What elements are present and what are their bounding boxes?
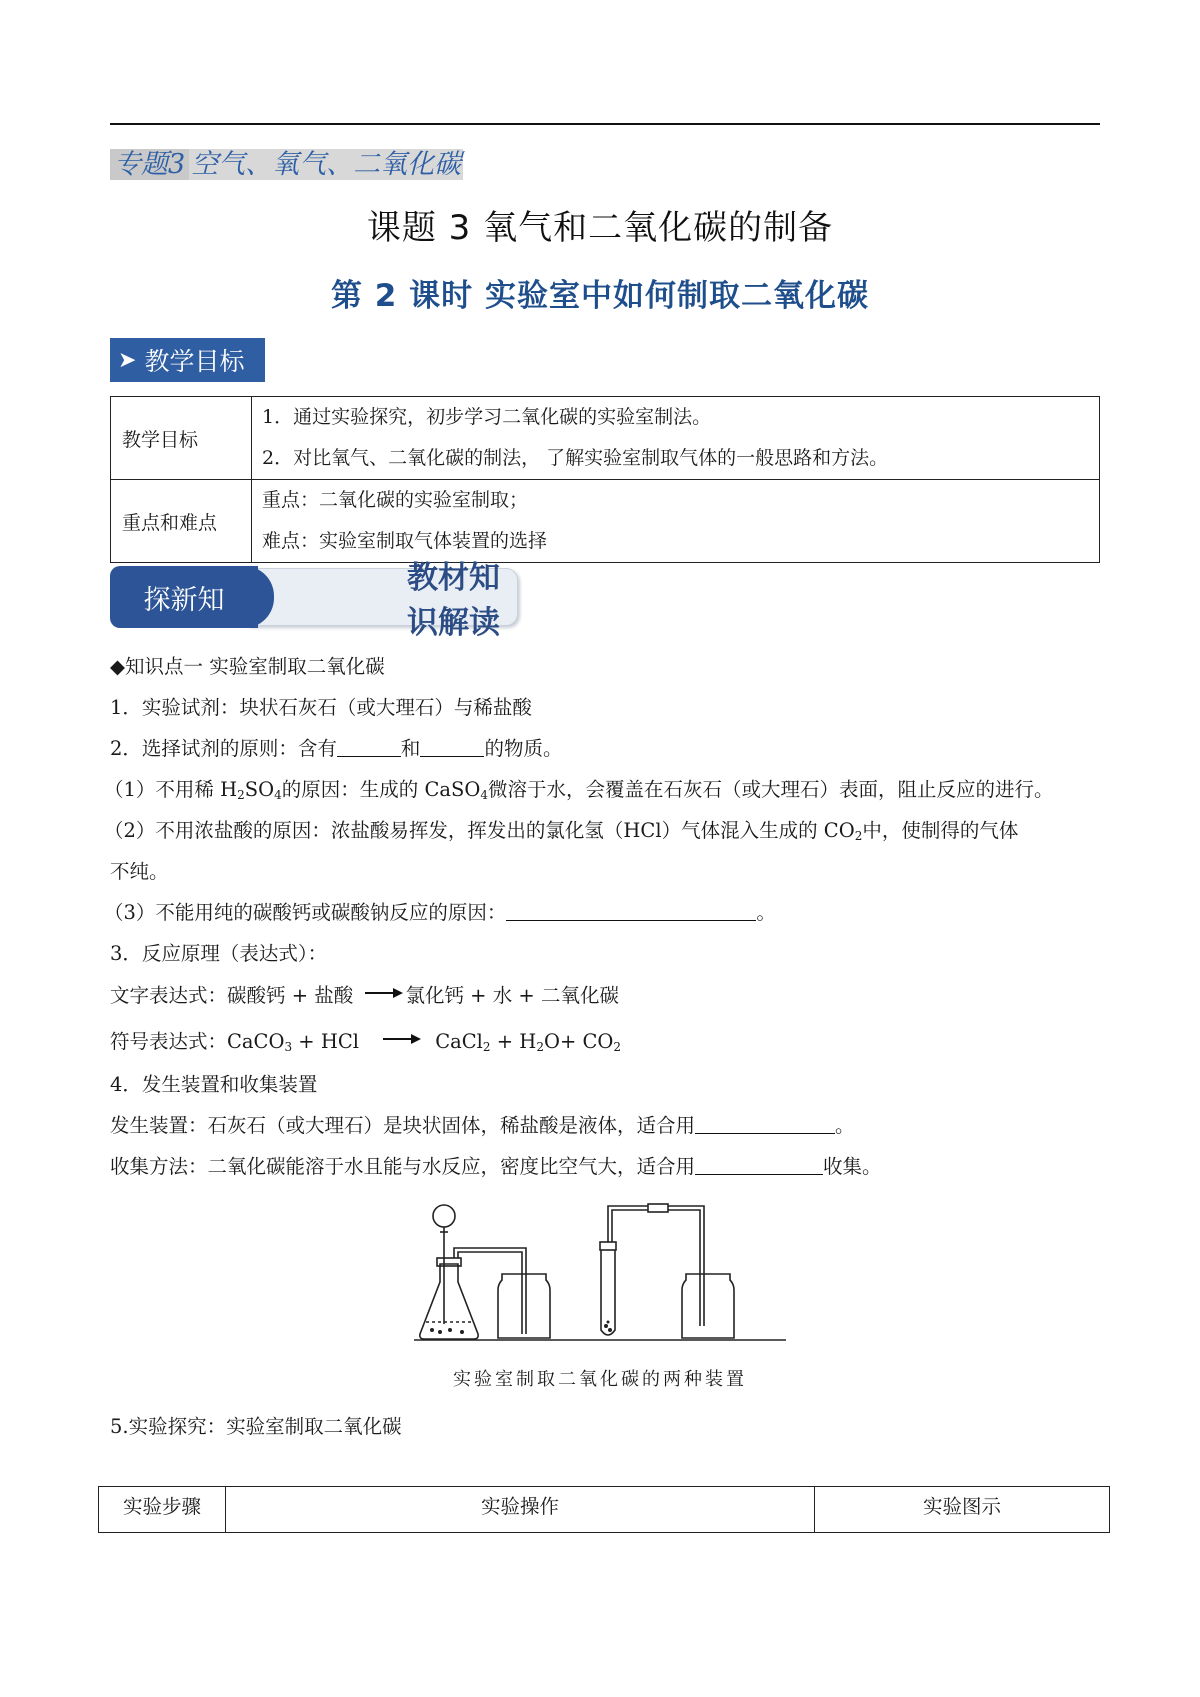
- table-row: [111, 480, 1100, 563]
- knowledge-item-3: 3．反应原理（表达式）：: [110, 942, 328, 965]
- word-equation: [110, 981, 619, 1011]
- fill-blank[interactable]: [420, 736, 484, 757]
- text-fragment: （1）不用稀 H: [104, 778, 238, 801]
- text-fragment: 微溶于水，会覆盖在石灰石（或大理石）表面，阻止反应的进行。: [488, 778, 1054, 801]
- subscript: 2: [237, 788, 245, 802]
- text-fragment: 收集方法：二氧化碳能溶于水且能与水反应，密度比空气大，适合用: [110, 1155, 696, 1178]
- keypoint-line: 重点：二氧化碳的实验室制取；: [262, 489, 529, 511]
- equation-reactants: 碳酸钙 + 盐酸: [227, 984, 354, 1007]
- equation-label: 文字表达式：: [110, 984, 228, 1007]
- equation-label: 符号表达式：: [110, 1030, 228, 1053]
- banner-right-text: 教材知识解读: [407, 560, 500, 641]
- text-fragment: O+ CO: [543, 1030, 614, 1053]
- co2-apparatus-diagram: [410, 1194, 790, 1346]
- subscript: 2: [536, 1040, 544, 1054]
- subscript: 4: [480, 788, 488, 802]
- banner-right-label: [248, 560, 518, 641]
- text-fragment: CaCl: [435, 1030, 483, 1053]
- knowledge-item-1: 1．实验试剂：块状石灰石（或大理石）与稀盐酸: [110, 696, 532, 719]
- knowledge-item-2-2-cont: 不纯。: [110, 860, 169, 883]
- goals-table: [110, 396, 1100, 563]
- goals-row-head: 教学目标: [111, 397, 252, 480]
- text-fragment: CaCO: [227, 1030, 285, 1053]
- column-header: 实验图示: [815, 1487, 1110, 1533]
- goals-row-body: [252, 397, 1100, 480]
- knowledge-item-2: [110, 734, 562, 764]
- series-topic: 空气、氧气、二氧化碳: [191, 149, 462, 180]
- banner-left-label: 探新知: [110, 566, 258, 628]
- generation-apparatus-line: [110, 1111, 855, 1141]
- series-tag: [110, 146, 463, 184]
- lesson-subtitle: 第 2 课时 实验室中如何制取二氧化碳: [331, 278, 869, 314]
- text-fragment: 2．选择试剂的原则：含有: [110, 737, 337, 760]
- subscript: 2: [482, 1040, 491, 1054]
- goal-line: 2．对比氧气、二氧化碳的制法， 了解实验室制取气体的一般思路和方法。: [262, 447, 889, 469]
- reaction-arrow-icon: [365, 986, 403, 1000]
- section-banner: [110, 560, 522, 641]
- goal-line: 1．通过实验探究，初步学习二氧化碳的实验室制法。: [262, 406, 712, 428]
- knowledge-item-5: 5.实验探究：实验室制取二氧化碳: [110, 1415, 402, 1438]
- text-fragment: （3）不能用纯的碳酸钙或碳酸钠反应的原因：: [104, 901, 507, 924]
- column-header: 实验步骤: [99, 1487, 226, 1533]
- lesson-title: 课题 3 氧气和二氧化碳的制备: [366, 208, 834, 248]
- collection-method-line: [110, 1152, 882, 1182]
- fill-blank[interactable]: [695, 1154, 823, 1175]
- subscript: 2: [613, 1040, 622, 1054]
- text-fragment: + H: [490, 1030, 537, 1053]
- equation-products: 氯化钙 + 水 + 二氧化碳: [405, 984, 619, 1007]
- series-number: 专题3: [110, 149, 189, 180]
- table-row: [99, 1487, 1110, 1533]
- subscript: 3: [284, 1040, 293, 1054]
- knowledge-item-4: 4．发生装置和收集装置: [110, 1073, 318, 1096]
- table-row: [111, 397, 1100, 480]
- knowledge-item-2-3: [104, 898, 776, 928]
- knowledge-item-2-1: [104, 775, 1054, 805]
- fill-blank[interactable]: [695, 1113, 835, 1134]
- subscript: 2: [854, 829, 863, 843]
- section-heading-label: 教学目标: [144, 347, 245, 376]
- text-fragment: 的物质。: [484, 737, 563, 760]
- figure-caption: 实验室制取二氧化碳的两种装置: [453, 1369, 747, 1390]
- text-fragment: 。: [835, 1114, 855, 1137]
- text-fragment: 的原因：生成的 CaSO: [281, 778, 481, 801]
- fill-blank[interactable]: [337, 736, 401, 757]
- knowledge-point-heading: ◆知识点一 实验室制取二氧化碳: [110, 655, 385, 678]
- section-heading-teaching-goals: [110, 338, 265, 382]
- symbol-equation: [110, 1027, 621, 1057]
- text-fragment: 收集。: [823, 1155, 882, 1178]
- text-fragment: 和: [400, 737, 421, 760]
- text-fragment: SO: [244, 778, 275, 801]
- header-rule: [110, 123, 1100, 125]
- knowledge-item-2-2: [104, 816, 1018, 846]
- text-fragment: （2）不用浓盐酸的原因：浓盐酸易挥发，挥发出的氯化氢（HCl）气体混入生成的 CO: [104, 819, 855, 842]
- text-fragment: 。: [756, 901, 776, 924]
- arrow-right-icon: ➤: [118, 347, 137, 373]
- text-fragment: + HCl: [292, 1030, 360, 1053]
- keypoints-row-head: 重点和难点: [111, 480, 252, 563]
- column-header: 实验操作: [226, 1487, 815, 1533]
- text-fragment: 发生装置：石灰石（或大理石）是块状固体，稀盐酸是液体，适合用: [110, 1114, 696, 1137]
- reaction-arrow-icon: [383, 1032, 421, 1046]
- subscript: 4: [274, 788, 282, 802]
- experiment-steps-table: [98, 1486, 1110, 1533]
- fill-blank[interactable]: [506, 900, 756, 921]
- text-fragment: 中，使制得的气体: [862, 819, 1019, 842]
- keypoints-row-body: [252, 480, 1100, 563]
- keypoint-line: 难点：实验室制取气体装置的选择: [262, 530, 548, 552]
